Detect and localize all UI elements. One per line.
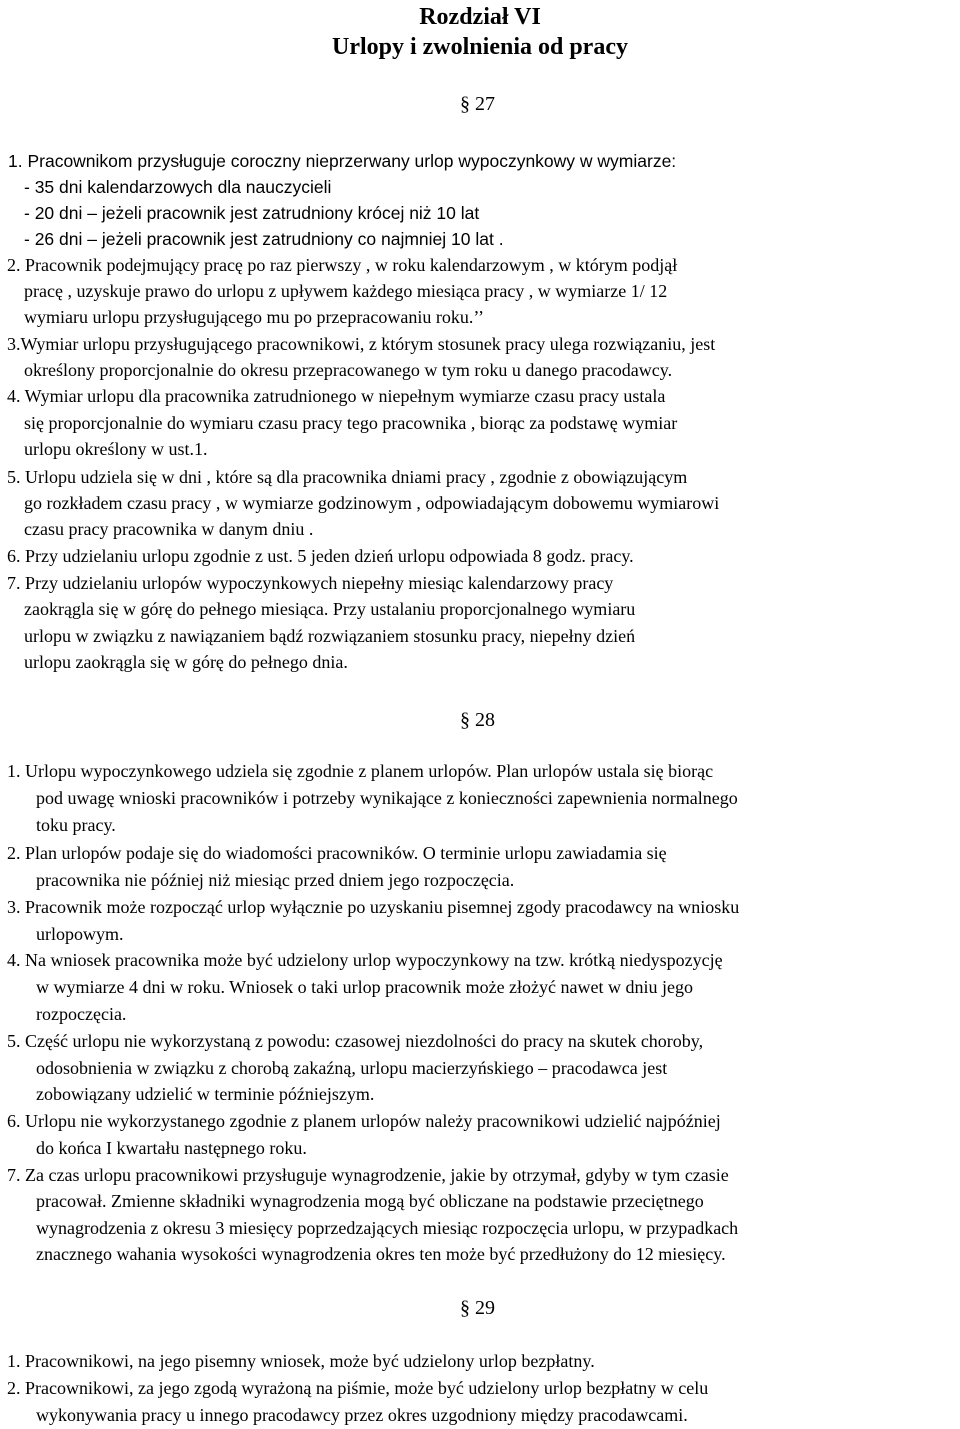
text-line: 4. Wymiar urlopu dla pracownika zatrudnionego w niepełnym wymiarze czasu pracy ustala <box>7 386 666 406</box>
text-line: 3.Wymiar urlopu przysługującego pracownikowi, z którym stosunek pracy ulega rozwiązaniu, jest <box>7 334 716 354</box>
chapter-title: Rozdział VI <box>419 4 541 30</box>
text-line: toku pracy. <box>36 815 116 835</box>
text-line: czasu pracy pracownika w danym dniu . <box>24 519 314 539</box>
text-line: pracował. Zmienne składniki wynagrodzenia mogą być obliczane na podstawie przeciętnego <box>36 1191 704 1211</box>
text-line: zaokrągla się w górę do pełnego miesiąca. Przy ustalaniu proporcjonalnego wymiaru <box>24 599 636 619</box>
text-line: 5. Urlopu udziela się w dni , które są dla pracownika dniami pracy , zgodnie z obowiązującym <box>7 467 688 487</box>
text-line: 7. Za czas urlopu pracownikowi przysługuje wynagrodzenie, jakie by otrzymał, gdyby w tym czasie <box>7 1165 729 1185</box>
section-heading-29: § 29 <box>460 1297 495 1319</box>
text-line: 5. Część urlopu nie wykorzystaną z powodu: czasowej niezdolności do pracy na skutek choroby, <box>7 1031 704 1051</box>
text-line: 4. Na wniosek pracownika może być udzielony urlop wypoczynkowy na tzw. krótką niedyspozycję <box>7 950 723 970</box>
section-heading-28: § 28 <box>460 709 495 731</box>
text-line: odosobnienia w związku z chorobą zakaźną, urlopu macierzyńskiego – pracodawca jest <box>36 1058 668 1078</box>
text-line: znacznego wahania wysokości wynagrodzenia okres ten może być przedłużony do 12 miesięcy. <box>36 1244 726 1264</box>
text-line: w wymiarze 4 dni w roku. Wniosek o taki urlop pracownik może złożyć nawet w dniu jego <box>36 977 693 997</box>
text-line: 7. Przy udzielaniu urlopów wypoczynkowych niepełny miesiąc kalendarzowy pracy <box>7 573 614 593</box>
text-line: wynagrodzenia z okresu 3 miesięcy poprzedzających miesiąc rozpoczęcia urlopu, w przypadkach <box>36 1218 739 1238</box>
text-line: 1. Pracownikom przysługuje coroczny nieprzerwany urlop wypoczynkowy w wymiarze: <box>8 151 677 171</box>
text-line: urlopu w związku z nawiązaniem bądź rozwiązaniem stosunku pracy, niepełny dzień <box>24 626 636 646</box>
text-line: 6. Urlopu nie wykorzystanego zgodnie z planem urlopów należy pracownikowi udzielić najpóźniej <box>7 1111 721 1131</box>
text-line: pod uwagę wnioski pracowników i potrzeby wynikające z konieczności zapewnienia normalnego <box>36 788 738 808</box>
text-line: pracę , uzyskuje prawo do urlopu z upływem każdego miesiąca pracy , w wymiarze 1/ 12 <box>24 281 668 301</box>
text-line: 1. Urlopu wypoczynkowego udziela się zgodnie z planem urlopów. Plan urlopów ustala się biorąc <box>7 761 714 781</box>
text-line: 2. Pracownik podejmujący pracę po raz pierwszy , w roku kalendarzowym , w którym podjął <box>7 255 678 275</box>
text-line: - 26 dni – jeżeli pracownik jest zatrudniony co najmniej 10 lat . <box>24 229 504 249</box>
text-line: urlopu określony w ust.1. <box>24 439 208 459</box>
text-line: - 20 dni – jeżeli pracownik jest zatrudniony krócej niż 10 lat <box>24 203 480 223</box>
text-line: zobowiązany udzielić w terminie późniejszym. <box>36 1084 375 1104</box>
text-line: wykonywania pracy u innego pracodawcy przez okres uzgodniony między pracodawcami. <box>36 1405 688 1425</box>
text-line: 2. Pracownikowi, za jego zgodą wyrażoną na piśmie, może być udzielony urlop bezpłatny w celu <box>7 1378 709 1398</box>
text-line: rozpoczęcia. <box>36 1004 127 1024</box>
text-line: urlopu zaokrągla się w górę do pełnego dnia. <box>24 652 348 672</box>
text-line: 2. Plan urlopów podaje się do wiadomości pracowników. O terminie urlopu zawiadamia się <box>7 843 667 863</box>
text-line: - 35 dni kalendarzowych dla nauczycieli <box>24 177 332 197</box>
text-line: do końca I kwartału następnego roku. <box>36 1138 307 1158</box>
text-line: urlopowym. <box>36 924 124 944</box>
chapter-subtitle: Urlopy i zwolnienia od pracy <box>331 34 628 60</box>
text-line: 3. Pracownik może rozpocząć urlop wyłącznie po uzyskaniu pisemnej zgody pracodawcy na wniosku <box>7 897 740 917</box>
text-line: się proporcjonalnie do wymiaru czasu pracy tego pracownika , biorąc za podstawę wymiar <box>24 413 678 433</box>
text-line: określony proporcjonalnie do okresu przepracowanego w tym roku u danego pracodawcy. <box>24 360 673 380</box>
section-heading-27: § 27 <box>460 93 495 115</box>
text-line: go rozkładem czasu pracy , w wymiarze godzinowym , odpowiadającym dobowemu wymiarowi <box>24 493 720 513</box>
text-line: 6. Przy udzielaniu urlopu zgodnie z ust. 5 jeden dzień urlopu odpowiada 8 godz. pracy. <box>7 546 634 566</box>
text-line: pracownika nie później niż miesiąc przed dniem jego rozpoczęcia. <box>36 870 515 890</box>
text-line: wymiaru urlopu przysługującego mu po przepracowaniu roku.’’ <box>24 307 485 327</box>
text-line: 1. Pracownikowi, na jego pisemny wniosek, może być udzielony urlop bezpłatny. <box>7 1351 595 1371</box>
